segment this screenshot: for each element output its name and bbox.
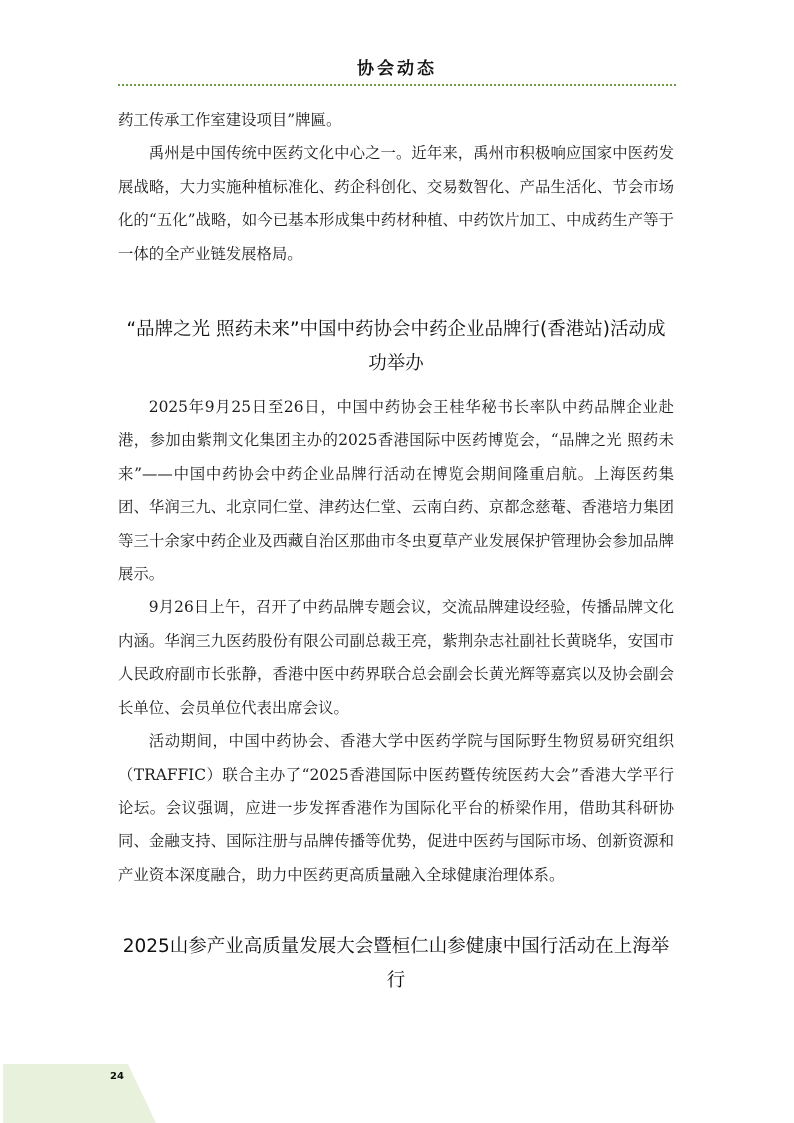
article-1-title: “品牌之光 照药未来”中国中药协会中药企业品牌行(香港站)活动成功举办 bbox=[126, 319, 666, 375]
running-header-section-title: 协会动态 bbox=[357, 59, 437, 79]
article-1-paragraph-3: 活动期间，中国中药协会、香港大学中医药学院与国际野生物贸易研究组织（TRAFFIC）联合主办了“2025香港国际中医药暨传统医药大会”香港大学平行论坛。会议强调，应进一步发挥香港作为国际化平台的桥梁作用，借助其科研协同、金融支持、国际注册与品牌传播等优势，促进中医药与国际市场、创新资源和产业资本深度融合，助力中医药更高质量融入全球健康治理体系。 bbox=[118, 732, 674, 884]
page-content bbox=[118, 104, 674, 998]
article-2-title: 2025山参产业高质量发展大会暨桓仁山参健康中国行活动在上海举行 bbox=[122, 936, 670, 992]
page-number: 24 bbox=[110, 1071, 124, 1082]
article-1-paragraph-1: 2025年9月25日至26日，中国中药协会王桂华秘书长率队中药品牌企业赴港，参加由紫荆文化集团主办的2025香港国际中医药博览会，“品牌之光 照药未来”——中国中药协会中药企业品牌行活动在博览会期间隆重启航。上海医药集团、华润三九、北京同仁堂、津药达仁堂、云南白药、京都念慈菴、香港培力集团等三十余家中药企业及西藏自治区那曲市冬虫夏草产业发展保护管理协会参加品牌展示。 bbox=[118, 398, 674, 584]
article-1-paragraph-2: 9月26日上午，召开了中药品牌专题会议，交流品牌建设经验，传播品牌文化内涵。华润三九医药股份有限公司副总裁王亮，紫荆杂志社副社长黄晓华，安国市人民政府副市长张静，香港中医中药界联合总会副会长黄光辉等嘉宾以及协会副会长单位、会员单位代表出席会议。 bbox=[118, 598, 674, 717]
page-number-tab bbox=[3, 1064, 156, 1123]
header-dotted-rule bbox=[118, 84, 676, 86]
continuation-paragraph-2: 禹州是中国传统中医药文化中心之一。近年来，禹州市积极响应国家中医药发展战略，大力实施种植标准化、药企科创化、交易数智化、产品生活化、节会市场化的“五化”战略，如今已基本形成集中药材种植、中药饮片加工、中成药生产等于一体的全产业链发展格局。 bbox=[118, 144, 674, 263]
continuation-paragraph-1: 药工传承工作室建设项目”牌匾。 bbox=[118, 111, 342, 129]
